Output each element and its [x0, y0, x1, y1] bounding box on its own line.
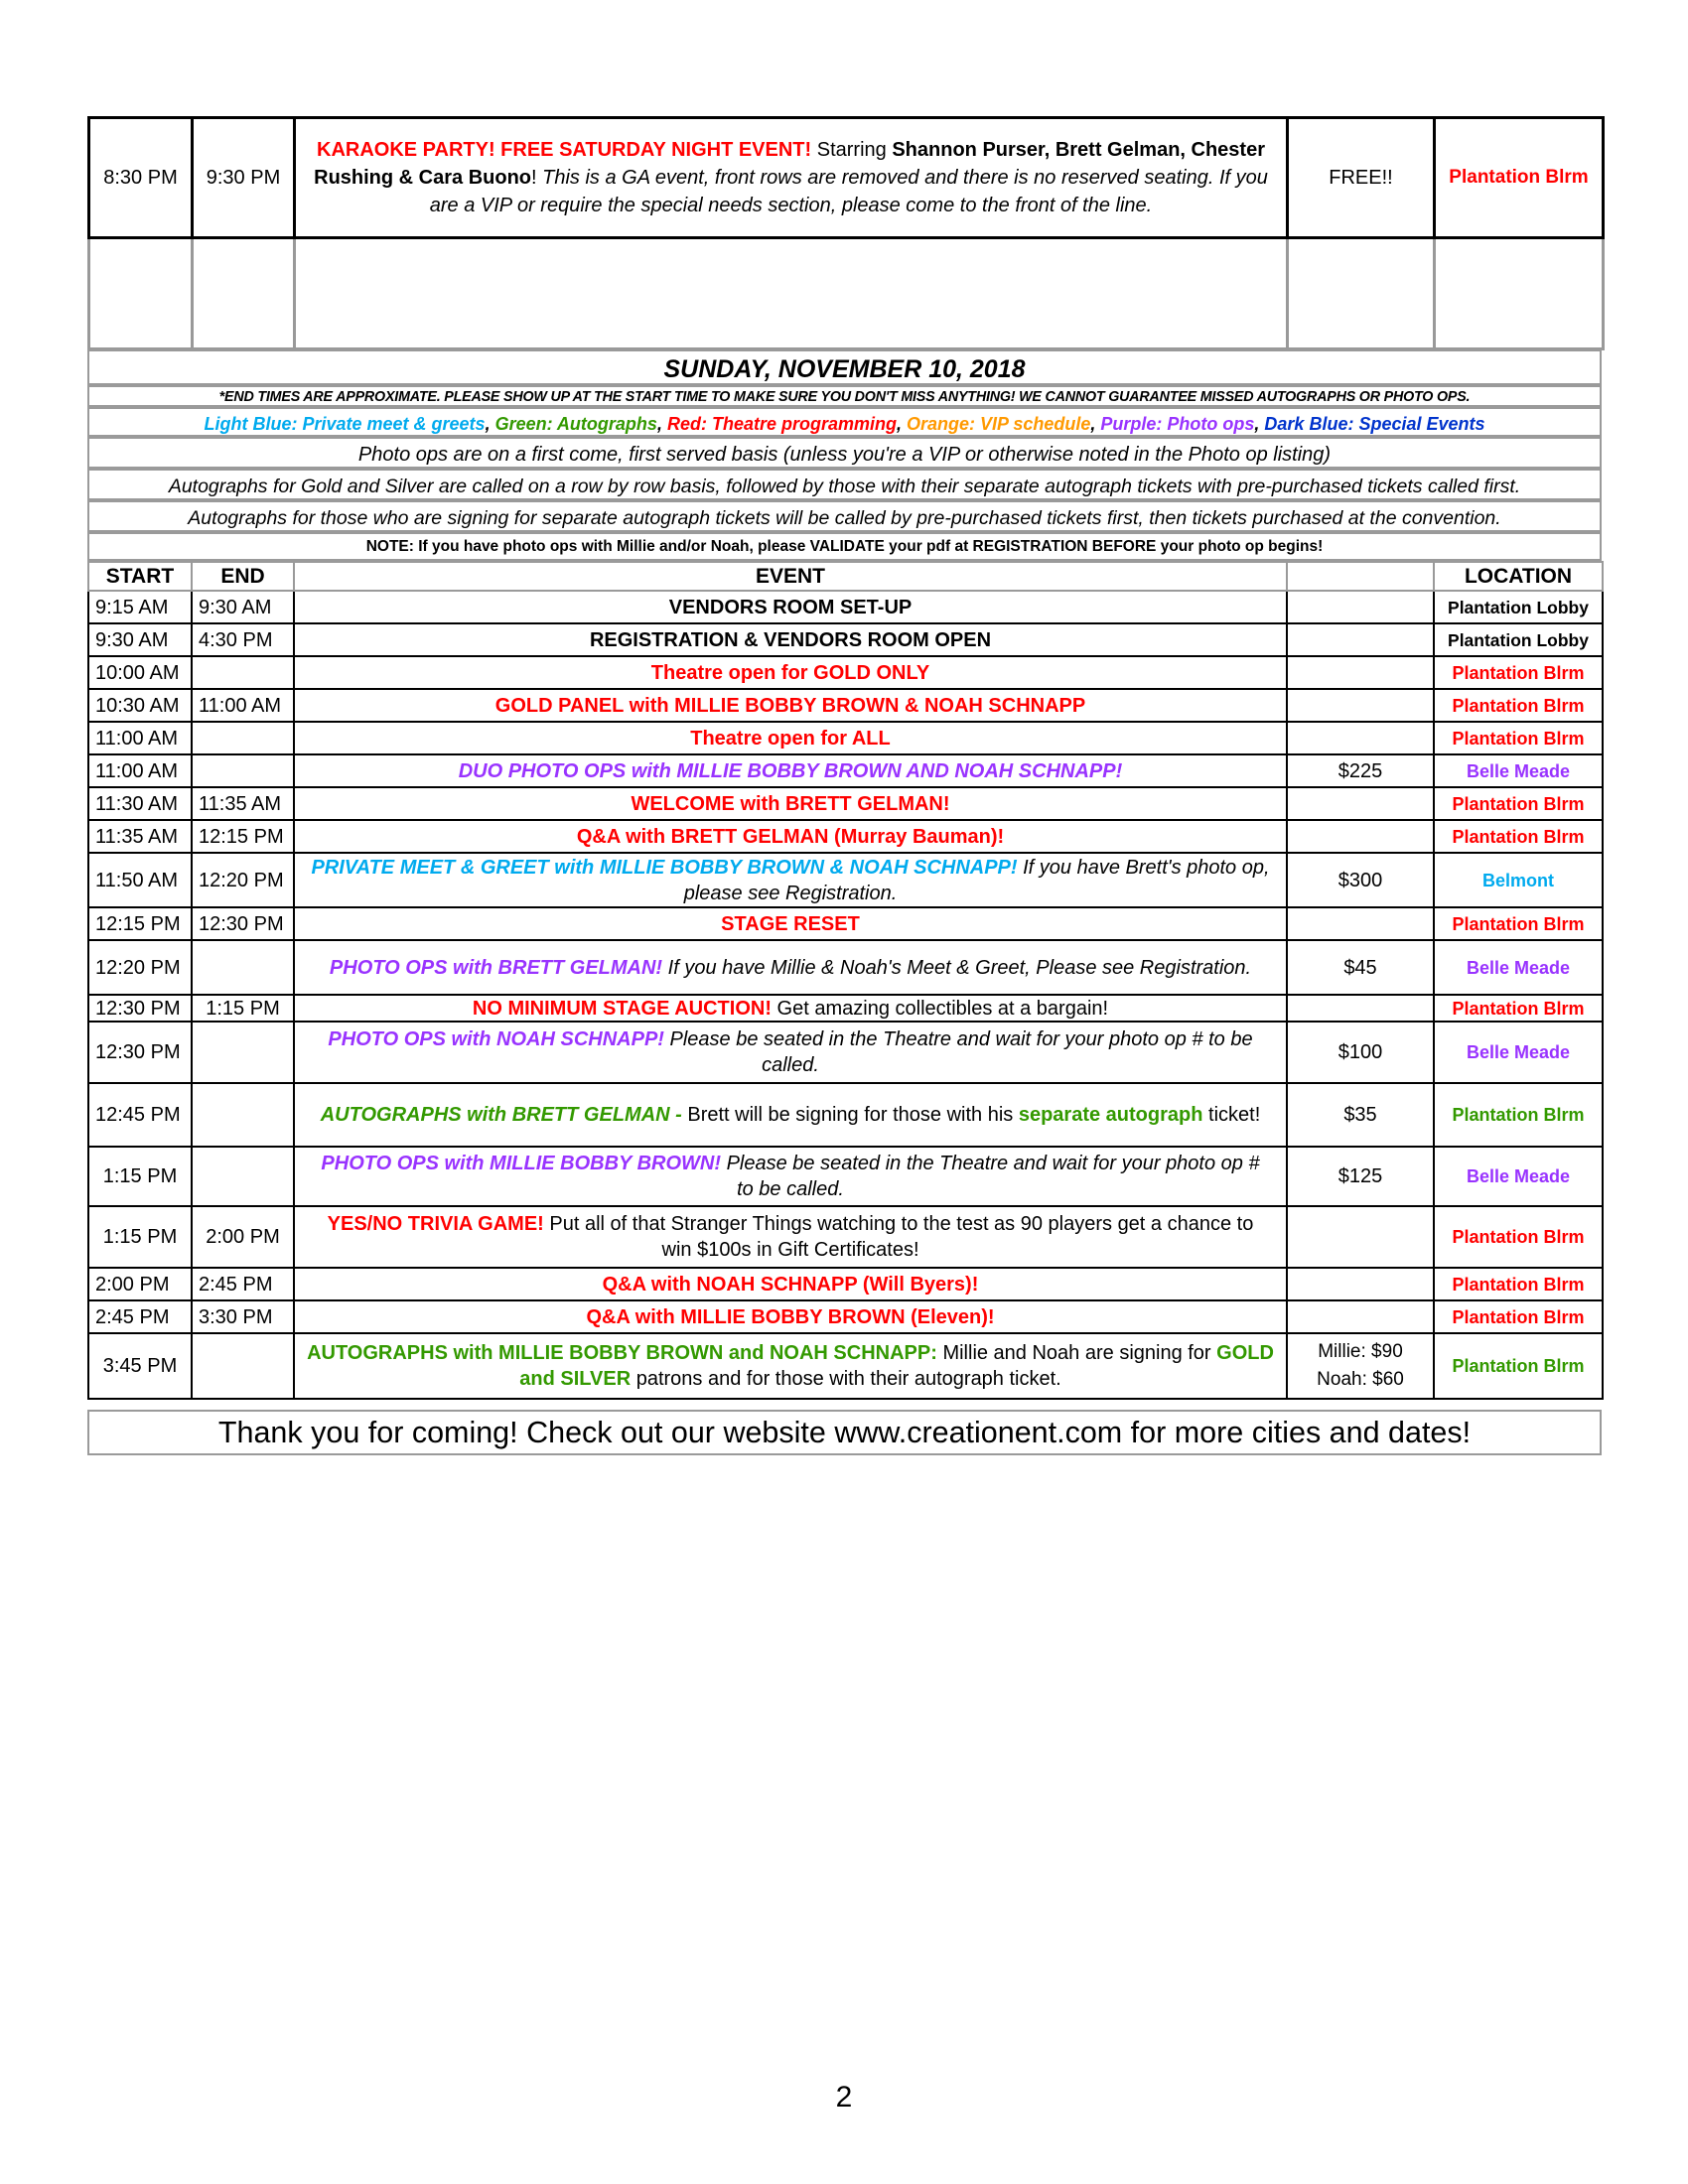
start-time: 10:30 AM	[88, 689, 192, 722]
table-row	[88, 689, 1603, 722]
event-title: WELCOME with BRETT GELMAN!	[294, 787, 1287, 820]
price-cell: $100	[1287, 1022, 1434, 1083]
event-title: DUO PHOTO OPS with MILLIE BOBBY BROWN AND NOAH SCHNAPP!	[294, 754, 1287, 787]
legend-item: ,	[896, 414, 907, 434]
location-cell: Belmont	[1434, 853, 1603, 907]
price-cell	[1287, 591, 1434, 623]
end-time	[192, 1083, 294, 1147]
price-cell	[1287, 1300, 1434, 1333]
price-cell	[1287, 1333, 1434, 1399]
legend-item: Dark Blue: Special Events	[1264, 414, 1485, 434]
start-time: 11:35 AM	[88, 820, 192, 853]
price-cell	[1287, 787, 1434, 820]
location-cell: Plantation Blrm	[1434, 787, 1603, 820]
price-cell: $45	[1287, 940, 1434, 995]
price-cell: $125	[1287, 1147, 1434, 1206]
start-time: 2:45 PM	[88, 1300, 192, 1333]
event-title: Q&A with MILLIE BOBBY BROWN (Eleven)!	[294, 1300, 1287, 1333]
event-title: AUTOGRAPHS with BRETT GELMAN -	[320, 1104, 682, 1126]
header-row	[88, 562, 1603, 591]
event-title: Q&A with BRETT GELMAN (Murray Bauman)!	[294, 820, 1287, 853]
guest-bang: !	[531, 167, 537, 189]
location-cell: Plantation Blrm	[1434, 656, 1603, 689]
table-row	[88, 1300, 1603, 1333]
start-time: 11:00 AM	[88, 754, 192, 787]
header-location: LOCATION	[1434, 562, 1603, 591]
event-title: REGISTRATION & VENDORS ROOM OPEN	[294, 623, 1287, 656]
end-time: 11:35 AM	[192, 787, 294, 820]
end-time: 9:30 AM	[192, 591, 294, 623]
event-title: AUTOGRAPHS with MILLIE BOBBY BROWN and NOAH SCHNAPP:	[307, 1342, 937, 1364]
header-price	[1287, 562, 1434, 591]
blank-cell	[295, 238, 1288, 349]
end-time: 2:45 PM	[192, 1268, 294, 1300]
event-cell	[294, 853, 1287, 907]
price-millie: Millie: $90	[1318, 1341, 1403, 1362]
event-cell	[294, 1333, 1287, 1399]
start-time: 12:30 PM	[88, 995, 192, 1022]
table-row	[89, 118, 1604, 238]
location-cell: Plantation Blrm	[1434, 1300, 1603, 1333]
event-note: Put all of that Stranger Things watching to the test as 90 players get a chance to win $100s in Gift Certificates!	[543, 1213, 1254, 1261]
event-note: This is a GA event, front rows are removed and there is no reserved seating. If you are a VIP or require the special needs section, please come to the front of the line.	[429, 167, 1268, 216]
end-time: 12:20 PM	[192, 853, 294, 907]
event-note: Millie and Noah are signing for	[936, 1342, 1217, 1364]
day-title: SUNDAY, NOVEMBER 10, 2018	[87, 349, 1602, 385]
page-number: 2	[835, 2081, 853, 2114]
legend-item: Orange: VIP schedule	[907, 414, 1091, 434]
event-cell	[294, 1022, 1287, 1083]
price-cell: $35	[1287, 1083, 1434, 1147]
blank-cell	[1288, 238, 1435, 349]
end-time	[192, 1147, 294, 1206]
blank-row	[89, 238, 1604, 349]
separate-autograph-note: Autographs for those who are signing for separate autograph tickets will be called by pre-purchased tickets first, then tickets purchased at the convention.	[87, 500, 1602, 532]
price-cell	[1287, 820, 1434, 853]
price-cell: $300	[1287, 853, 1434, 907]
event-cell	[294, 995, 1287, 1022]
start-time: 12:20 PM	[88, 940, 192, 995]
end-time: 12:15 PM	[192, 820, 294, 853]
legend-item: ,	[1090, 414, 1101, 434]
event-note: Please be seated in the Theatre and wait for your photo op # to be called.	[663, 1028, 1253, 1076]
event-title: GOLD PANEL with MILLIE BOBBY BROWN & NOAH SCHNAPP	[294, 689, 1287, 722]
event-cell	[294, 1083, 1287, 1147]
location-cell: Plantation Blrm	[1434, 722, 1603, 754]
start-time: 9:30 AM	[88, 623, 192, 656]
event-note: Brett will be signing for those with his	[681, 1104, 1019, 1126]
blank-cell	[1435, 238, 1604, 349]
event-title: PRIVATE MEET & GREET with MILLIE BOBBY BROWN & NOAH SCHNAPP!	[311, 856, 1018, 879]
location-cell: Plantation Blrm	[1434, 1083, 1603, 1147]
start-time: 12:45 PM	[88, 1083, 192, 1147]
event-title: YES/NO TRIVIA GAME!	[327, 1213, 544, 1235]
event-title: KARAOKE PARTY! FREE SATURDAY NIGHT EVENT!	[317, 139, 812, 161]
start-time: 1:15 PM	[88, 1147, 192, 1206]
price-cell: $225	[1287, 754, 1434, 787]
table-row	[88, 722, 1603, 754]
event-title: Theatre open for GOLD ONLY	[294, 656, 1287, 689]
end-time	[192, 940, 294, 995]
end-time	[192, 1022, 294, 1083]
price-cell	[1287, 656, 1434, 689]
location-cell: Belle Meade	[1434, 1022, 1603, 1083]
event-note: Please be seated in the Theatre and wait for your photo op # to be called.	[721, 1153, 1260, 1200]
legend-item: Green: Autographs	[494, 414, 657, 434]
end-time: 9:30 PM	[193, 118, 295, 238]
end-time: 3:30 PM	[192, 1300, 294, 1333]
table-row	[88, 754, 1603, 787]
event-title: PHOTO OPS with MILLIE BOBBY BROWN!	[321, 1153, 722, 1174]
price-cell	[1287, 689, 1434, 722]
event-note: Get amazing collectibles at a bargain!	[772, 997, 1109, 1020]
starring-label: Starring	[816, 139, 887, 161]
price-cell	[1287, 623, 1434, 656]
table-row	[88, 656, 1603, 689]
gold-silver-note: Autographs for Gold and Silver are called on a row by row basis, followed by those with their separate autograph tickets with pre-purchased tickets called first.	[87, 469, 1602, 500]
end-time	[192, 722, 294, 754]
end-time: 11:00 AM	[192, 689, 294, 722]
table-row	[88, 1268, 1603, 1300]
end-time: 12:30 PM	[192, 907, 294, 940]
start-time: 9:15 AM	[88, 591, 192, 623]
event-cell	[294, 940, 1287, 995]
location-cell: Plantation Blrm	[1434, 689, 1603, 722]
location-cell: Plantation Blrm	[1434, 995, 1603, 1022]
table-row	[88, 907, 1603, 940]
event-title: PHOTO OPS with BRETT GELMAN!	[329, 956, 663, 979]
legend-item: Red: Theatre programming	[666, 414, 897, 434]
event-title: NO MINIMUM STAGE AUCTION!	[472, 997, 772, 1020]
photo-ops-note: Photo ops are on a first come, first served basis (unless you're a VIP or otherwise noted in the Photo op listing)	[87, 437, 1602, 469]
price-cell	[1287, 907, 1434, 940]
header-start: START	[88, 562, 192, 591]
event-tail: ticket!	[1202, 1104, 1261, 1126]
table-row	[88, 1083, 1603, 1147]
start-time: 10:00 AM	[88, 656, 192, 689]
start-time: 11:50 AM	[88, 853, 192, 907]
location-cell: Plantation Blrm	[1435, 118, 1604, 238]
table-row	[88, 940, 1603, 995]
location-cell: Belle Meade	[1434, 940, 1603, 995]
table-row	[88, 995, 1603, 1022]
start-time: 12:30 PM	[88, 1022, 192, 1083]
event-cell	[294, 1147, 1287, 1206]
guest-names: Shannon Purser, Brett Gelman, Chester Rushing & Cara Buono	[314, 139, 1265, 189]
table-row	[88, 787, 1603, 820]
location-cell: Plantation Blrm	[1434, 1206, 1603, 1268]
event-note: If you have Brett's photo op, please see Registration.	[683, 856, 1270, 904]
legend-item: ,	[656, 414, 667, 434]
start-time: 8:30 PM	[89, 118, 193, 238]
end-time: 4:30 PM	[192, 623, 294, 656]
end-time	[192, 656, 294, 689]
table-row	[88, 1147, 1603, 1206]
start-time: 11:00 AM	[88, 722, 192, 754]
event-title: Theatre open for ALL	[294, 722, 1287, 754]
price-noah: Noah: $60	[1317, 1369, 1404, 1390]
footer-message: Thank you for coming! Check out our website www.creationent.com for more cities and dates!	[87, 1410, 1602, 1455]
price-cell	[1287, 1268, 1434, 1300]
table-row	[88, 1022, 1603, 1083]
event-title: PHOTO OPS with NOAH SCHNAPP!	[328, 1028, 664, 1050]
end-time	[192, 1333, 294, 1399]
location-cell: Plantation Blrm	[1434, 907, 1603, 940]
price-cell: FREE!!	[1288, 118, 1435, 238]
table-row	[88, 820, 1603, 853]
end-time: 2:00 PM	[192, 1206, 294, 1268]
table-row	[88, 1333, 1603, 1399]
start-time: 12:15 PM	[88, 907, 192, 940]
header-end: END	[192, 562, 294, 591]
location-cell: Plantation Blrm	[1434, 1268, 1603, 1300]
top-table	[87, 116, 1605, 350]
end-time	[192, 754, 294, 787]
table-row	[88, 591, 1603, 623]
schedule-table	[87, 561, 1604, 1400]
price-cell	[1287, 722, 1434, 754]
start-time: 3:45 PM	[88, 1333, 192, 1399]
color-legend	[87, 407, 1602, 437]
blank-cell	[89, 238, 193, 349]
location-cell: Plantation Blrm	[1434, 1333, 1603, 1399]
start-time: 2:00 PM	[88, 1268, 192, 1300]
legend-item: ,	[485, 414, 495, 434]
end-time: 1:15 PM	[192, 995, 294, 1022]
start-time: 11:30 AM	[88, 787, 192, 820]
start-time: 1:15 PM	[88, 1206, 192, 1268]
event-cell	[294, 1206, 1287, 1268]
price-cell	[1287, 1206, 1434, 1268]
legend-item: Purple: Photo ops	[1100, 414, 1255, 434]
location-cell: Plantation Blrm	[1434, 820, 1603, 853]
event-title: Q&A with NOAH SCHNAPP (Will Byers)!	[294, 1268, 1287, 1300]
price-cell	[1287, 995, 1434, 1022]
event-cell	[295, 118, 1288, 238]
event-highlight: separate autograph	[1018, 1104, 1203, 1126]
event-title: STAGE RESET	[294, 907, 1287, 940]
event-highlight: GOLD and SILVER	[519, 1342, 1274, 1390]
location-cell: Plantation Lobby	[1434, 623, 1603, 656]
header-event: EVENT	[294, 562, 1287, 591]
legend-item: ,	[1254, 414, 1265, 434]
location-cell: Belle Meade	[1434, 754, 1603, 787]
location-cell: Plantation Lobby	[1434, 591, 1603, 623]
event-title: VENDORS ROOM SET-UP	[294, 591, 1287, 623]
event-tail: patrons and for those with their autograph ticket.	[631, 1368, 1061, 1390]
table-row	[88, 623, 1603, 656]
location-cell: Belle Meade	[1434, 1147, 1603, 1206]
table-row	[88, 853, 1603, 907]
legend-item: Light Blue: Private meet & greets	[204, 414, 486, 434]
disclaimer: *END TIMES ARE APPROXIMATE. PLEASE SHOW UP AT THE START TIME TO MAKE SURE YOU DON'T MISS ANYTHING! WE CANNOT GUARANTEE MISSED AUTOGRAPHS OR PHOTO OPS.	[87, 385, 1602, 407]
event-note: If you have Millie & Noah's Meet & Greet, Please see Registration.	[662, 956, 1252, 979]
table-row	[88, 1206, 1603, 1268]
validate-note: NOTE: If you have photo ops with Millie and/or Noah, please VALIDATE your pdf at REGISTRATION BEFORE your photo op begins!	[87, 532, 1602, 561]
blank-cell	[193, 238, 295, 349]
